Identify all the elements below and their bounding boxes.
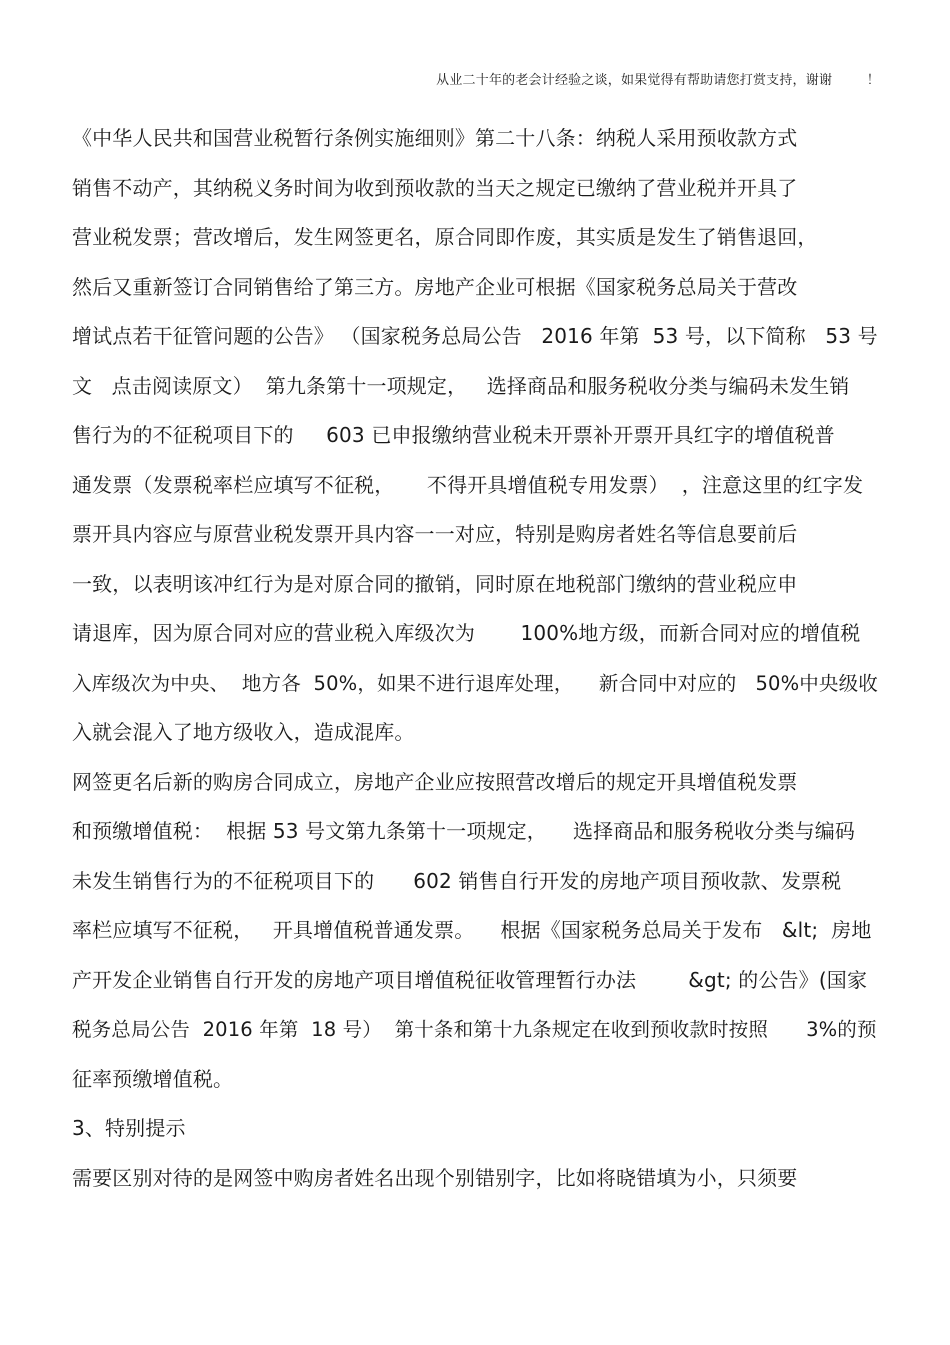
text-line: 增试点若干征管问题的公告》 （国家税务总局公告 2016 年第 53 号，以下简称 53 号 (72, 324, 878, 348)
text-line: 然后又重新签订合同销售给了第三方。房地产企业可根据《国家税务总局关于营改 (72, 274, 798, 299)
body-text (72, 126, 884, 1215)
text-line: 需要区别对待的是网签中购房者姓名出现个别错别字，比如将晓错填为小，只须要 (72, 1165, 798, 1190)
text-line: 和预缴增值税： 根据 53 号文第九条第十一项规定， 选择商品和服务税收分类与编码 (72, 819, 856, 843)
text-line: 销售不动产，其纳税义务时间为收到预收款的当天之规定已缴纳了营业税并开具了 (72, 175, 798, 200)
text-line: 征率预缴增值税。 (72, 1066, 234, 1091)
text-line: 率栏应填写不征税， 开具增值税普通发票。 根据《国家税务总局关于发布 &lt; 房地 (72, 918, 872, 942)
text-line: 文 点击阅读原文） 第九条第十一项规定， 选择商品和服务税收分类与编码未发生销 (72, 373, 850, 398)
text-line: 未发生销售行为的不征税项目下的 602 销售自行开发的房地产项目预收款、发票税 (72, 868, 842, 893)
text-line: 《中华人民共和国营业税暂行条例实施细则》第二十八条：纳税人采用预收款方式 (72, 126, 798, 150)
text-line: 网签更名后新的购房合同成立，房地产企业应按照营改增后的规定开具增值税发票 (72, 769, 798, 794)
text-line: 税务总局公告 2016 年第 18 号） 第十条和第十九条规定在收到预收款时按照 3%的预 (72, 1018, 877, 1041)
page-header: 从业二十年的老会计经验之谈，如果觉得有帮助请您打赏支持，谢谢 ！ (436, 73, 880, 88)
text-line: 一致，以表明该冲红行为是对原合同的撤销，同时原在地税部门缴纳的营业税应申 (72, 571, 798, 596)
text-line: 请退库，因为原合同对应的营业税入库级次为 100%地方级，而新合同对应的增值税 (72, 621, 861, 645)
text-line: 售行为的不征税项目下的 603 已申报缴纳营业税未开票补开票开具红字的增值税普 (72, 423, 835, 447)
text-line: 入就会混入了地方级收入，造成混库。 (72, 720, 415, 744)
text-line: 产开发企业销售自行开发的房地产项目增值税征收管理暂行办法 &gt; 的公告》(国家 (72, 967, 868, 992)
section-heading: 3、特别提示 (72, 1116, 186, 1140)
text-line: 入库级次为中央、 地方各 50%，如果不进行退库处理， 新合同中对应的 50%中央级收 (72, 671, 878, 695)
text-line: 营业税发票；营改增后，发生网签更名，原合同即作废，其实质是发生了销售退回， (72, 225, 818, 249)
text-line: 票开具内容应与原营业税发票开具内容一一对应，特别是购房者姓名等信息要前后 (72, 522, 798, 546)
text-line: 通发票（发票税率栏应填写不征税， 不得开具增值税专用发票） ，注意这里的红字发 (72, 472, 864, 497)
